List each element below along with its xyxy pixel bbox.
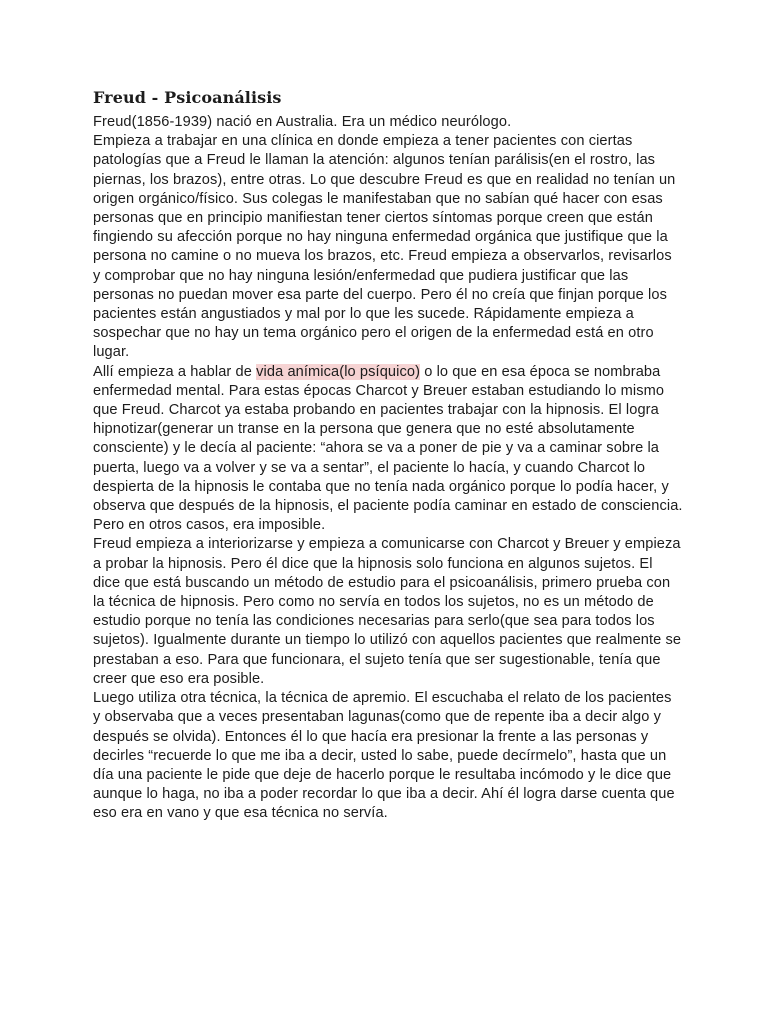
paragraph-apremio: Luego utiliza otra técnica, la técnica de apremio. El escuchaba el relato de los pacientes y observaba que a veces presentaban lagunas(como que de repente iba a decir algo y después se olvida). Entonces él lo que hacía era presionar la frente a las personas y decirles “recuerde lo que me iba a decir, usted lo sabe, puede decírmelo”, hasta que un día una paciente le pide que deje de hacerlo porque le resultaba incómodo y le dice que aunque lo haga, no iba a poder recordar lo que iba a decir. Ahí él logra darse cuenta que eso era en vano y que esa técnica no servía. (93, 690, 675, 822)
document-page (93, 88, 683, 824)
paragraph-text-before: Allí empieza a hablar de (93, 363, 257, 380)
paragraph-text-after: o lo que en esa época se nombraba enfermedad mental. Para estas épocas Charcot y Breuer estaban estudiando lo mismo que Freud. Charcot ya estaba probando en pacientes trabajar con la hipnosis. El logra hipnotizar(generar un transe en la persona que genera que no esté absolutamente consciente) y le decía al paciente: “ahora se va a poner de pie y va a caminar sobre la puerta, luego va a volver y se va a sentar”, el paciente lo hacía, y cuando Charcot lo despierta de la hipnosis le contaba que no tenía nada orgánico porque lo podía hacer, y observa que después de la hipnosis, el paciente podía caminar en estado de consciencia. Pero en otros casos, era imposible. (93, 363, 683, 534)
document-title: Freud - Psicoanálisis (93, 88, 282, 107)
highlighted-text: vida anímica(lo psíquico) (256, 363, 421, 380)
paragraph-hipnosis: Freud empieza a interiorizarse y empieza a comunicarse con Charcot y Breuer y empieza a probar la hipnosis. Pero él dice que la hipnosis solo funciona en algunos sujetos. El dice que está buscando un método de estudio para el psicoanálisis, primero prueba con la técnica de hipnosis. Pero como no servía en todos los sujetos, no es un método de estudio porque no tenía las condiciones necesarias para serlo(que sea para todos los sujetos). Igualmente durante un tiempo lo utilizó con aquellos pacientes que realmente se prestaban a eso. Para que funcionara, el sujeto tenía que ser sugestionable, tenía que creer que eso era posible. (93, 536, 682, 687)
paragraph-clinic: Empieza a trabajar en una clínica en donde empieza a tener pacientes con ciertas patologías que a Freud le llaman la atención: algunos tenían parálisis(en el rostro, las piernas, los brazos), entre otras. Lo que descubre Freud es que en realidad no tenían un origen orgánico/físico. Sus colegas le manifestaban que no sabían qué hacer con esas personas que en principio manifiestan tener ciertos síntomas porque creen que están fingiendo su afección porque no hay ninguna enfermedad orgánica que justifique que la persona no camine o no mueva los brazos, etc. Freud empieza a observarlos, revisarlos y comprobar que no hay ninguna lesión/enfermedad que pudiera justificar que las personas no puedan mover esa parte del cuerpo. Pero él no creía que finjan porque los pacientes están angustiados y mal por lo que les sucede. Rápidamente empieza a sospechar que no hay un tema orgánico pero el origen de la enfermedad está en otro lugar. (93, 133, 676, 361)
paragraph-vida-animica (93, 363, 683, 536)
paragraph-intro: Freud(1856-1939) nació en Australia. Era un médico neurólogo. (93, 114, 512, 130)
